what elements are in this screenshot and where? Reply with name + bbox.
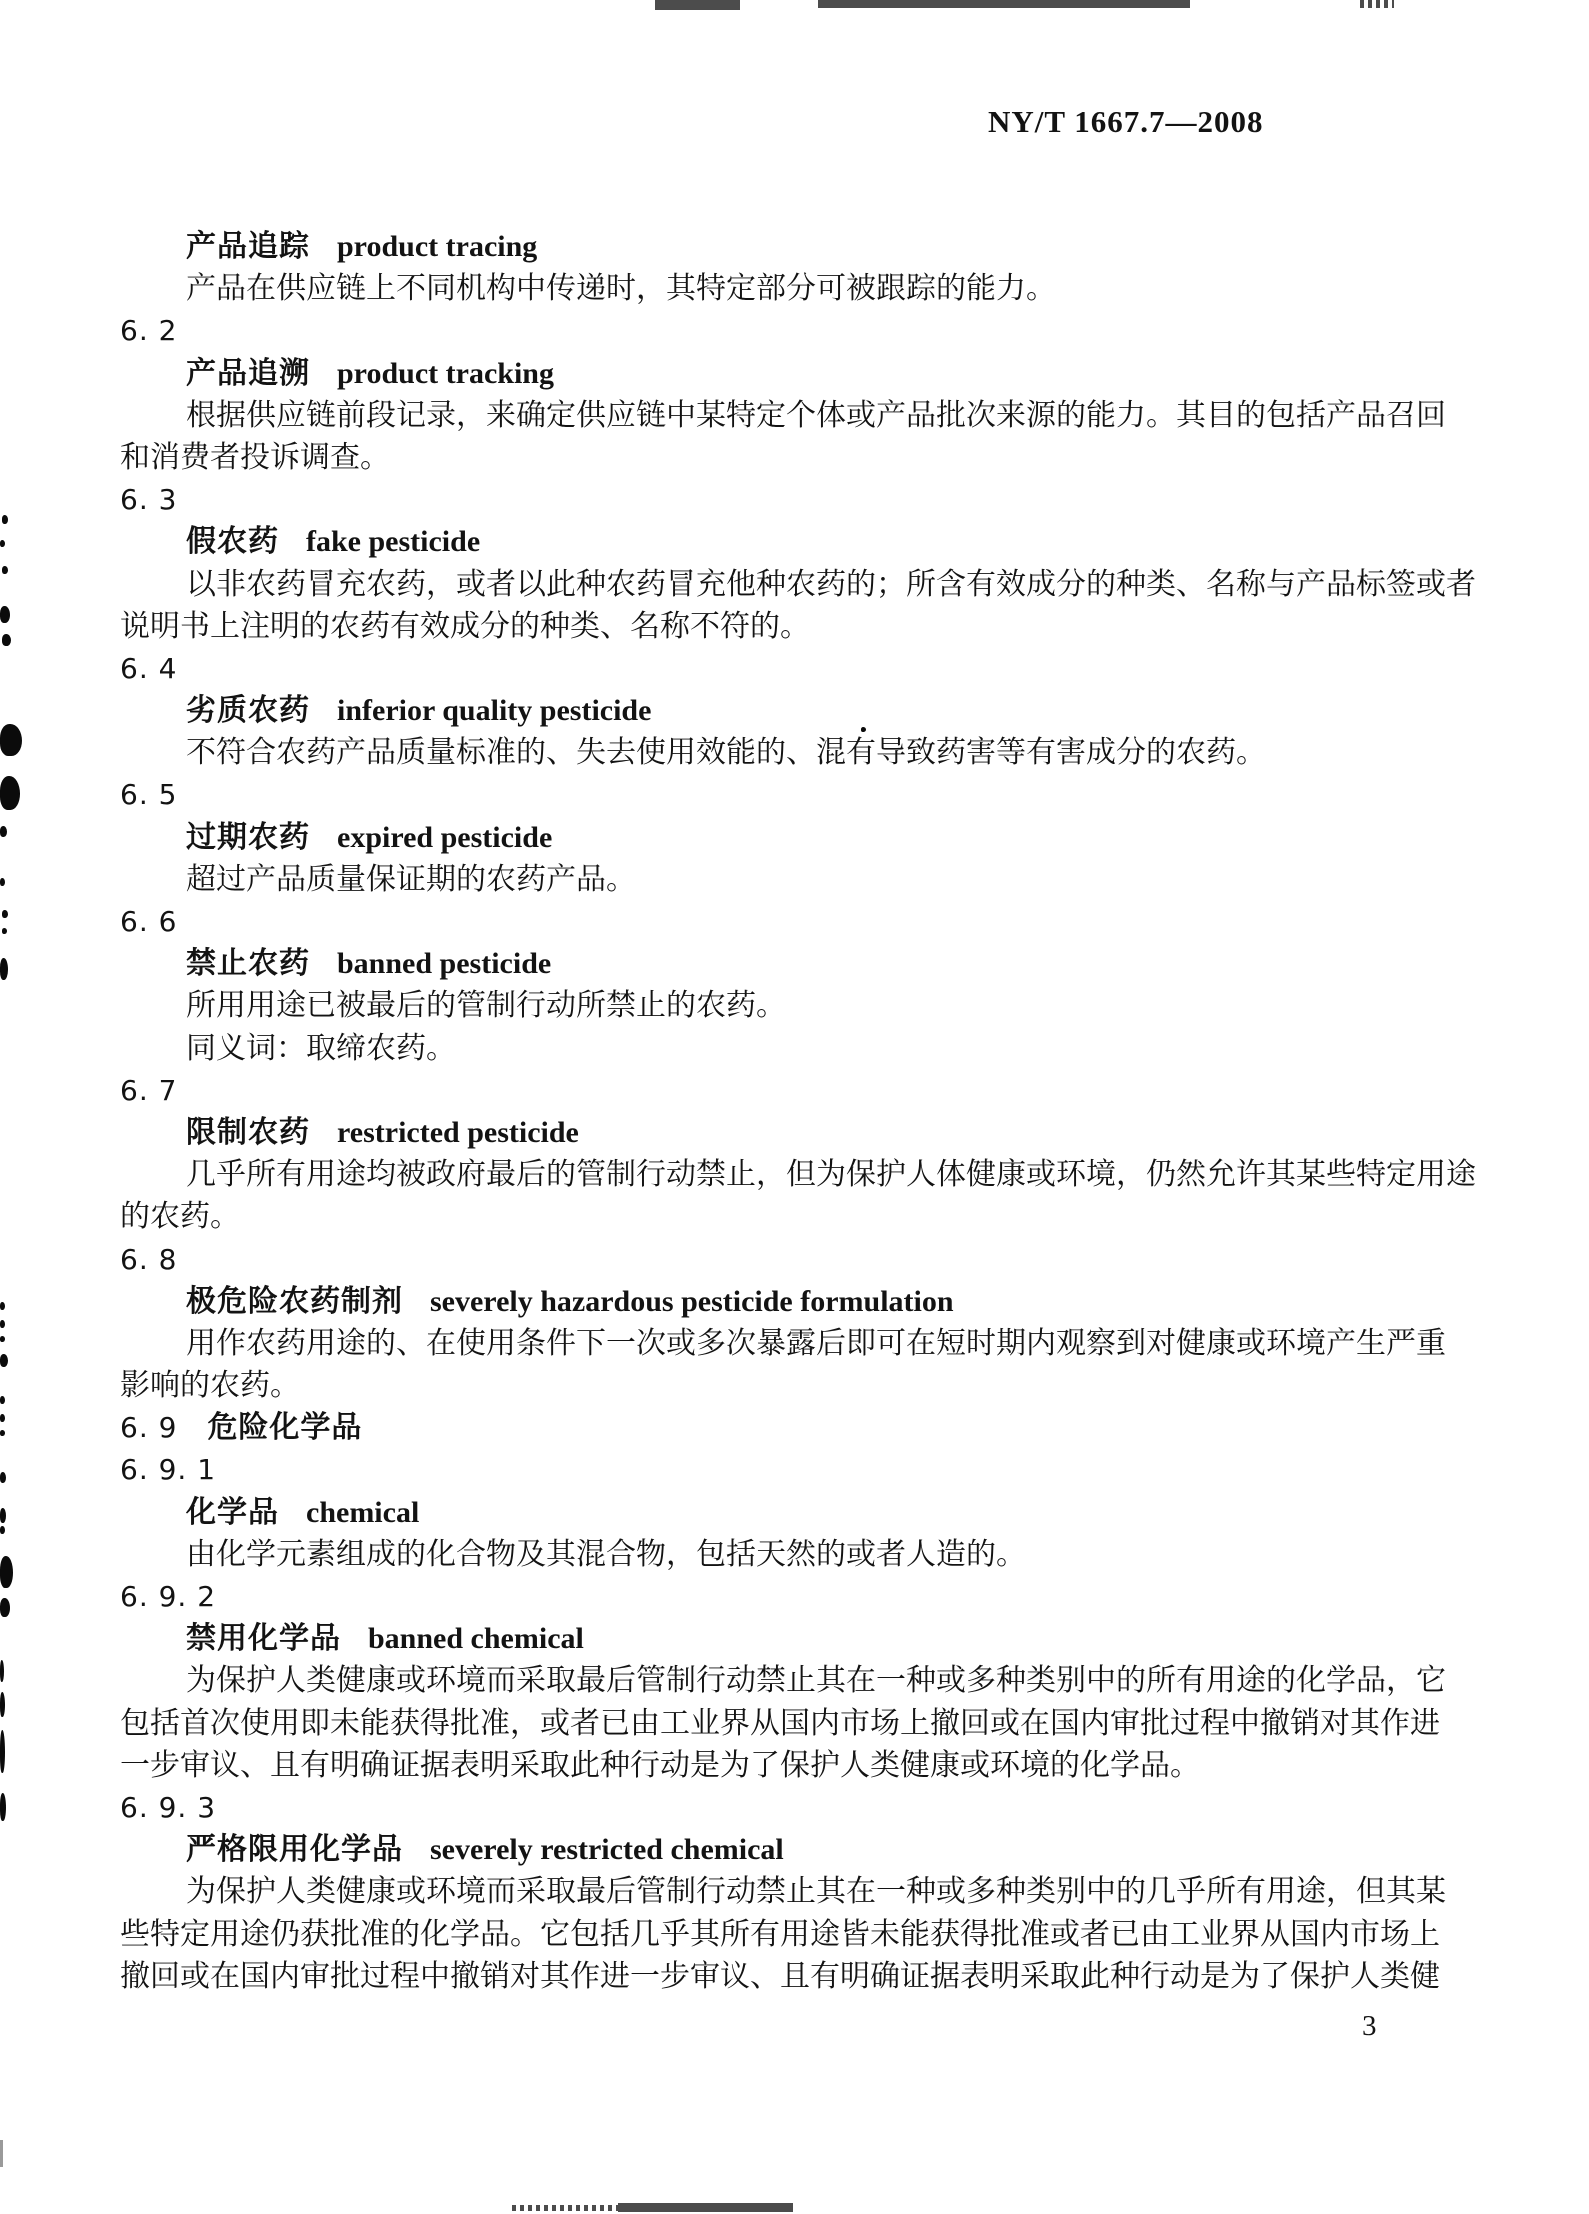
definition-line: 的农药。	[120, 1200, 240, 1234]
term-en: chemical	[306, 1495, 420, 1529]
term-heading	[120, 1112, 1472, 1154]
section-number: 6. 6	[120, 905, 178, 938]
scan-speck	[0, 878, 5, 886]
scan-speck	[0, 1730, 5, 1773]
section-number: 6. 9. 2	[120, 1580, 217, 1613]
scan-speck	[0, 1430, 5, 1436]
term-en: severely hazardous pesticide formulation	[430, 1284, 954, 1318]
scan-speck	[0, 1660, 4, 1682]
scan-speck	[0, 1556, 13, 1588]
term-heading	[120, 943, 1472, 985]
section-number: 6. 4	[120, 651, 178, 685]
definition-line: 撤回或在国内审批过程中撤销对其作进一步审议、且有明确证据表明采取此种行动是为了保护人类健	[120, 1959, 1440, 1993]
category-heading	[120, 1407, 1472, 1449]
scan-speck	[0, 1320, 5, 1328]
term-en: fake pesticide	[306, 525, 481, 559]
scan-bar	[655, 0, 740, 10]
term-en: banned pesticide	[337, 947, 552, 981]
term-zh: 过期农药	[186, 820, 310, 854]
scan-speck	[0, 1354, 8, 1367]
section-number: 6. 3	[120, 483, 178, 517]
term-zh: 禁用化学品	[186, 1622, 341, 1656]
page-number: 3	[1362, 2010, 1377, 2042]
scan-speck	[0, 1508, 6, 1523]
scan-speck	[2, 566, 8, 574]
term-zh: 禁止农药	[186, 947, 310, 981]
scan-speck	[2, 515, 8, 524]
scan-speck	[0, 1414, 5, 1422]
scan-speck	[0, 776, 20, 810]
term-en: product tracking	[337, 356, 554, 390]
term-en: inferior quality pesticide	[337, 694, 652, 728]
scan-speck	[0, 958, 8, 980]
definition-line: 一步审议、且有明确证据表明采取此种行动是为了保护人类健康或环境的化学品。	[120, 1748, 1200, 1782]
definition-line: 说明书上注明的农药有效成分的种类、名称不符的。	[120, 609, 810, 643]
scan-speck	[0, 1302, 5, 1310]
standard-code: NY/T 1667.7—2008	[988, 104, 1264, 139]
definition-line: 些特定用途仍获批准的化学品。它包括几乎其所有用途皆未能获得批准或者已由工业界从国内市场上	[120, 1917, 1440, 1951]
section-number: 6. 9	[120, 1411, 178, 1445]
definition-line: 同义词：取缔农药。	[186, 1031, 456, 1065]
scan-speck	[2, 910, 8, 918]
scan-speck	[0, 1526, 5, 1534]
definition-line: 产品在供应链上不同机构中传递时，其特定部分可被跟踪的能力。	[186, 272, 1056, 306]
term-en: product tracing	[337, 230, 538, 263]
term-en: severely restricted chemical	[430, 1833, 784, 1867]
section-number: 6. 9. 3	[120, 1790, 217, 1824]
definition-line: 用作农药用途的、在使用条件下一次或多次暴露后即可在短时期内观察到对健康或环境产生严重	[186, 1326, 1446, 1360]
term-zh: 限制农药	[186, 1115, 310, 1149]
term-heading	[120, 1829, 1472, 1871]
scan-dotted-mark	[1360, 0, 1394, 8]
scan-speck	[0, 2140, 3, 2167]
document-body	[120, 226, 1476, 1998]
definition-line: 所用用途已被最后的管制行动所禁止的农药。	[186, 989, 786, 1023]
term-zh: 极危险农药制剂	[186, 1284, 403, 1318]
category-title: 危险化学品	[207, 1411, 363, 1445]
definition-line: 包括首次使用即未能获得批准，或者已由工业界从国内市场上撤回或在国内审批过程中撤销对其作进	[120, 1706, 1440, 1740]
definition-line: 和消费者投诉调查。	[120, 440, 390, 474]
term-zh: 产品追踪	[186, 230, 310, 263]
term-en: banned chemical	[368, 1622, 584, 1656]
definition-line: 几乎所有用途均被政府最后的管制行动禁止，但为保护人体健康或环境，仍然允许其某些特定用途	[186, 1158, 1476, 1192]
scan-speck	[0, 1396, 5, 1404]
section-number: 6. 2	[120, 314, 178, 348]
definition-line: 以非农药冒充农药，或者以此种农药冒充他种农药的；所含有效成分的种类、名称与产品标签或者	[186, 567, 1476, 601]
term-en: restricted pesticide	[337, 1115, 579, 1149]
scan-speck	[0, 1336, 5, 1342]
scan-speck	[0, 1793, 6, 1821]
scan-speck	[0, 724, 22, 756]
definition-line: 为保护人类健康或环境而采取最后管制行动禁止其在一种或多种类别中的几乎所有用途，但其某	[186, 1875, 1446, 1909]
term-zh: 严格限用化学品	[186, 1833, 403, 1867]
term-zh: 劣质农药	[186, 694, 310, 728]
scan-speck	[2, 928, 7, 934]
term-zh: 化学品	[186, 1495, 279, 1529]
scan-speck	[0, 1472, 6, 1483]
definition-line: 不符合农药产品质量标准的、失去使用效能的、混有导致药害等有害成分的农药。	[186, 736, 1266, 770]
scan-speck	[0, 1692, 5, 1717]
scan-speck	[0, 826, 7, 837]
term-heading	[120, 226, 1472, 268]
scan-dotted-mark	[512, 2205, 618, 2211]
term-heading	[120, 1492, 1472, 1534]
term-heading	[120, 1281, 1472, 1323]
definition-line: 影响的农药。	[120, 1369, 300, 1403]
term-zh: 假农药	[186, 525, 279, 559]
section-number: 6. 8	[120, 1242, 178, 1276]
scan-speck	[0, 1598, 10, 1617]
definition-line: 超过产品质量保证期的农药产品。	[186, 862, 636, 896]
definition-line: 根据供应链前段记录，来确定供应链中某特定个体或产品批次来源的能力。其目的包括产品召回	[186, 398, 1446, 432]
section-number: 6. 9. 1	[120, 1453, 217, 1487]
section-number: 6. 5	[120, 778, 178, 812]
definition-line: 为保护人类健康或环境而采取最后管制行动禁止其在一种或多种类别中的所有用途的化学品，它	[186, 1664, 1446, 1698]
scan-bar	[818, 0, 1190, 8]
scan-speck	[0, 540, 5, 547]
term-heading	[120, 521, 1472, 563]
term-heading	[120, 690, 1472, 732]
term-heading	[120, 353, 1472, 395]
definition-line: 由化学元素组成的化合物及其混合物，包括天然的或者人造的。	[186, 1537, 1026, 1571]
section-number: 6. 7	[120, 1073, 178, 1107]
term-zh: 产品追溯	[186, 356, 310, 390]
term-heading	[120, 817, 1472, 859]
scan-bar	[618, 2203, 793, 2212]
term-en: expired pesticide	[337, 820, 553, 854]
term-heading	[120, 1618, 1472, 1660]
scan-speck	[0, 606, 10, 623]
scan-speck	[2, 634, 11, 646]
